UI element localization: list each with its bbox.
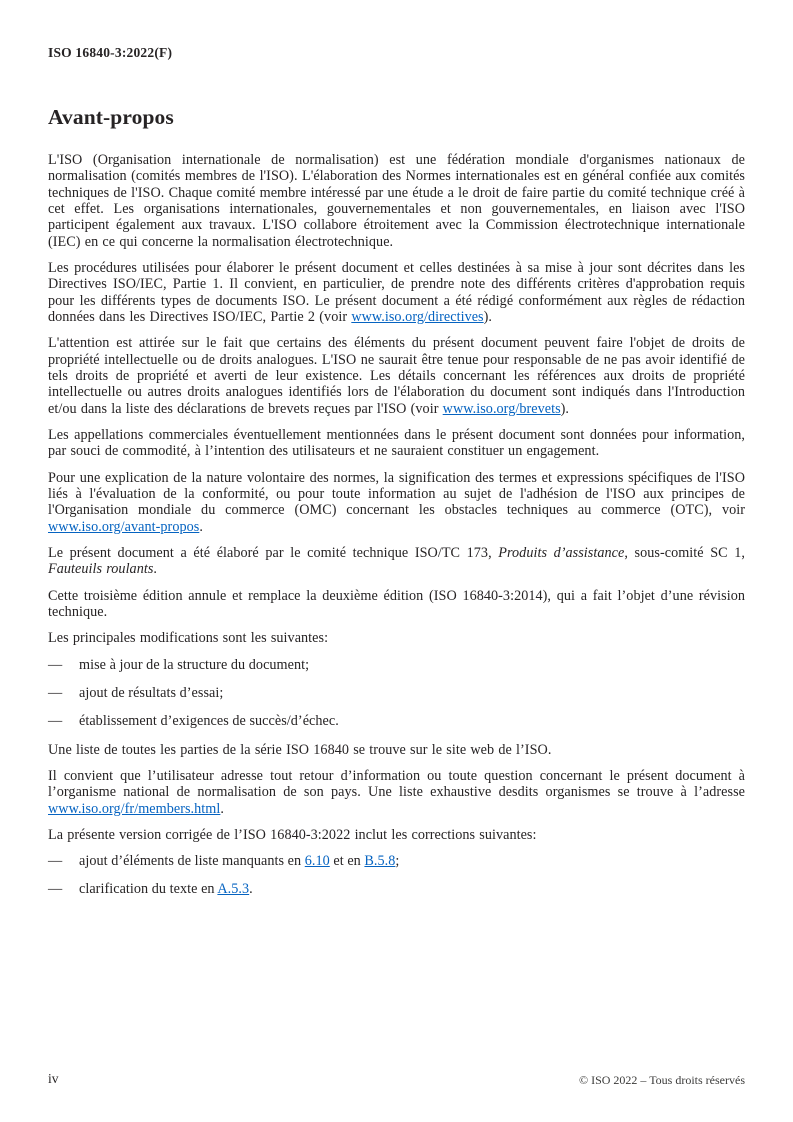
running-header: ISO 16840-3:2022(F) — [48, 45, 173, 60]
document-body — [48, 152, 745, 898]
text-run: ajout de résultats d’essai; — [79, 684, 224, 701]
link-iso-members[interactable]: www.iso.org/fr/members.html — [48, 800, 221, 817]
paragraph — [48, 545, 745, 578]
text-run: Une liste de toutes les parties de la série ISO 16840 se trouve sur le site web de l’ISO. — [48, 741, 552, 758]
italic-text: Produits d’assistance — [498, 544, 625, 561]
text-run: . — [153, 561, 158, 578]
text-run: Il convient que l’utilisateur adresse tout retour d’information ou toute question concernant le présent document à l’organisme national de normalisation de son pays. Une liste exhaustive desdits organismes se trouve à l’adresse — [48, 767, 745, 801]
paragraph — [48, 260, 745, 325]
paragraph — [48, 152, 745, 250]
text-run: . — [220, 800, 224, 817]
page-number: iv — [48, 1071, 59, 1086]
text-run: Les procédures utilisées pour élaborer le présent document et celles destinées à sa mise à jour sont décrites dans les Directives ISO/IEC, Partie 1. Il convient, en particulier, de prendre note des différents critères d'approbation requis pour les différents types de documents ISO. Le présent document a été rédigé conformément aux règles de rédaction données dans les Directives ISO/IEC, Partie 2 (voir — [48, 259, 745, 325]
text-run: Les appellations commerciales éventuellement mentionnées dans le présent document sont données pour information, par souci de commodité, à l’intention des utilisateurs et ne sauraient constituer un engagement. — [48, 426, 745, 460]
text-run: ; — [395, 853, 400, 870]
text-run: et en — [329, 853, 365, 870]
text-run: Cette troisième édition annule et remplace la deuxième édition (ISO 16840-3:2014), qui a fait l’objet d’une révision technique. — [48, 587, 745, 620]
link-clause-b-5-8[interactable]: B.5.8 — [364, 853, 396, 870]
list-dash: — — [48, 853, 63, 870]
list-item-text — [79, 713, 339, 729]
text-run: établissement d’exigences de succès/d’échec. — [79, 713, 339, 730]
list-dash: — — [48, 656, 63, 673]
list-dash: — — [48, 684, 63, 701]
text-run: L'ISO (Organisation internationale de normalisation) est une fédération mondiale d'organismes nationaux de normalisation (comités membres de l'ISO). L'élaboration des Normes internationales est en général confiée aux comités techniques de l'ISO. Chaque comité membre intéressé par une étude a le droit de faire partie du comité technique créé à cet effet. Les organisations internationales, gouvernementales et non gouvernementales, en liaison avec l'ISO participent également aux travaux. L'ISO collabore étroitement avec la Commission électrotechnique internationale (IEC) en ce qui concerne la normalisation électrotechnique. — [48, 152, 745, 250]
text-run: La présente version corrigée de l’ISO 16840-3:2022 inclut les corrections suivantes: — [48, 826, 537, 843]
text-run: , sous-comité SC 1, — [624, 544, 746, 561]
text-run: L'attention est attirée sur le fait que certains des éléments du présent document peuvent faire l'objet de droits de propriété intellectuelle ou de droits analogues. L'ISO ne saurait être tenue pour responsable de ne pas avoir identifié de tels droits de propriété et averti de leur existence. Les détails concernant les références aux droits de propriété intellectuelle ou autres droits analogues identifiés lors de l'élaboration du document sont indiqués dans l'Introduction et/ou dans la liste des déclarations de brevets reçues par l'ISO (voir — [48, 335, 745, 417]
list-item-text — [79, 881, 253, 897]
paragraph — [48, 427, 745, 460]
paragraph — [48, 827, 745, 843]
list-dash: — — [48, 881, 63, 898]
link-iso-brevets[interactable]: www.iso.org/brevets — [442, 400, 561, 417]
paragraph — [48, 630, 745, 646]
text-run: Les principales modifications sont les suivantes: — [48, 630, 329, 647]
text-run: clarification du texte en — [79, 881, 218, 898]
italic-text: Fauteuils roulants — [48, 561, 154, 578]
list-item — [48, 853, 745, 869]
page-content — [48, 45, 745, 910]
text-run: . — [249, 881, 253, 898]
text-run: . — [199, 518, 203, 535]
text-run: ajout d’éléments de liste manquants en — [79, 853, 305, 870]
link-clause-6-10[interactable]: 6.10 — [304, 853, 330, 870]
text-run: ). — [483, 308, 492, 325]
list-item — [48, 685, 745, 701]
paragraph — [48, 742, 745, 758]
paragraph — [48, 768, 745, 817]
text-run: Le présent document a été élaboré par le comité technique ISO/TC 173, — [48, 544, 499, 561]
copyright-notice: © ISO 2022 – Tous droits réservés — [578, 1073, 745, 1087]
list-dash: — — [48, 713, 63, 730]
list-item — [48, 881, 745, 897]
text-run: Pour une explication de la nature volontaire des normes, la signification des termes et expressions spécifiques de l'ISO liés à l'évaluation de la conformité, ou pour toute information au sujet de l'adhésion de l'ISO aux principes de l'Organisation mondiale du commerce (OMC) concernant les obstacles techniques au commerce (OTC), voir — [48, 469, 745, 519]
link-iso-directives[interactable]: www.iso.org/directives — [351, 308, 484, 325]
text-run: mise à jour de la structure du document; — [79, 656, 310, 673]
link-iso-avant-propos[interactable]: www.iso.org/avant-propos — [48, 518, 200, 535]
text-run: ). — [560, 400, 570, 417]
paragraph — [48, 335, 745, 417]
paragraph — [48, 588, 745, 621]
list-item-text — [79, 685, 223, 701]
list-item — [48, 657, 745, 673]
link-clause-a-5-3[interactable]: A.5.3 — [217, 881, 250, 898]
list-item-text — [79, 657, 309, 673]
list-item-text — [79, 853, 399, 869]
section-title: Avant-propos — [48, 105, 174, 129]
paragraph — [48, 470, 745, 535]
list-item — [48, 713, 745, 729]
